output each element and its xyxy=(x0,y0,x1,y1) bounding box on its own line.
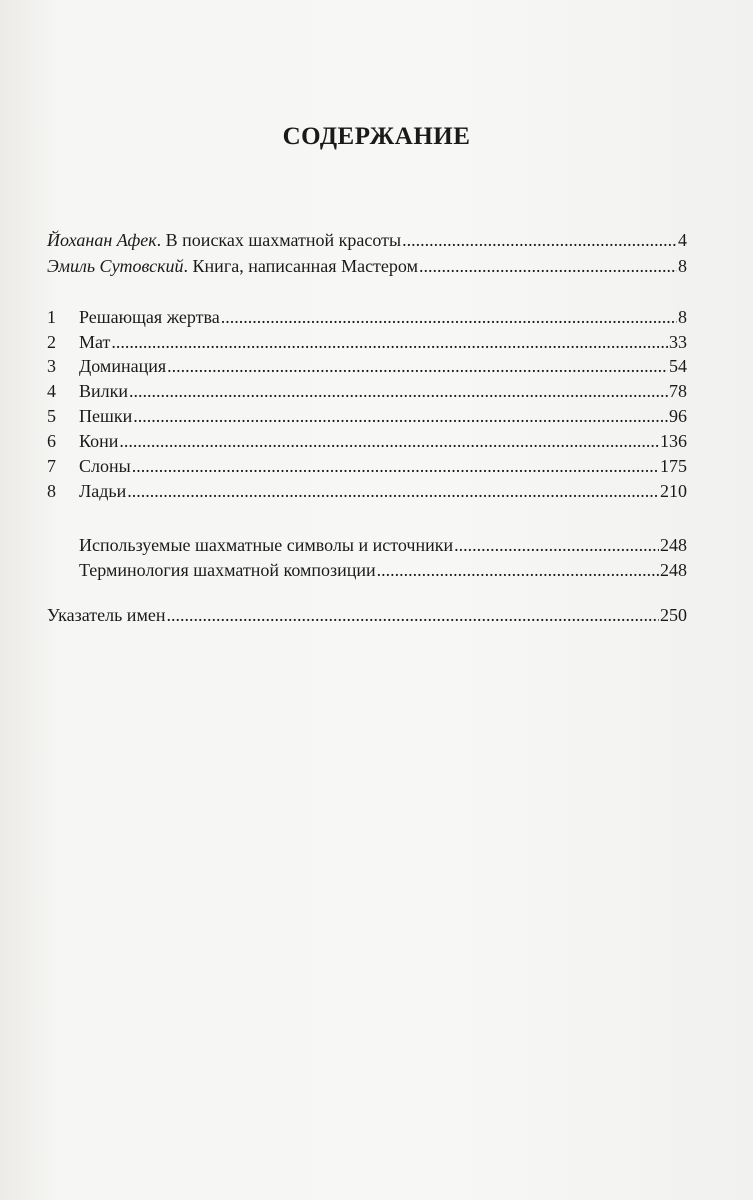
page-number: 4 xyxy=(678,230,687,250)
chapter-number: 6 xyxy=(47,431,56,451)
foreword-author: Йоханан Афек xyxy=(47,230,157,250)
page-number: 248 xyxy=(660,560,687,580)
toc-entry-foreword-afek xyxy=(47,230,687,256)
leader-dots xyxy=(166,605,659,626)
page-number: 250 xyxy=(660,605,687,625)
page-number: 248 xyxy=(660,535,687,555)
chapter-number: 8 xyxy=(47,481,56,501)
chapter-number: 4 xyxy=(47,381,56,401)
chapter-title: Слоны xyxy=(79,456,131,476)
toc-entry-appendix xyxy=(79,535,687,561)
chapter-number: 2 xyxy=(47,332,56,352)
toc-entry-chapter xyxy=(47,406,687,432)
toc-entry-foreword-sutovsky xyxy=(47,256,687,282)
leader-dots xyxy=(419,256,677,277)
foreword-title: . В поисках шахматной красоты xyxy=(156,230,402,250)
toc-entry-chapter xyxy=(47,356,687,382)
page-number: 8 xyxy=(678,307,687,327)
page-number: 175 xyxy=(660,456,687,476)
toc-entry-appendix xyxy=(79,560,687,586)
page-number: 210 xyxy=(660,481,687,501)
chapter-number: 5 xyxy=(47,406,56,426)
chapter-title: Пешки xyxy=(79,406,133,426)
page-number: 8 xyxy=(678,256,687,276)
leader-dots xyxy=(133,406,668,427)
page-number: 136 xyxy=(660,431,687,451)
toc-entry-chapter xyxy=(47,431,687,457)
chapter-title: Решающая жертва xyxy=(79,307,220,327)
chapter-title: Доминация xyxy=(79,356,167,376)
chapter-title: Вилки xyxy=(79,381,128,401)
leader-dots xyxy=(119,431,659,452)
leader-dots xyxy=(377,560,659,581)
page-number: 78 xyxy=(669,381,687,401)
foreword-title: . Книга, написанная Мастером xyxy=(183,256,418,276)
leader-dots xyxy=(454,535,659,556)
page-number: 54 xyxy=(669,356,687,376)
chapter-number: 3 xyxy=(47,356,56,376)
toc-entry-chapter xyxy=(47,481,687,507)
leader-dots xyxy=(132,456,659,477)
page-number: 96 xyxy=(669,406,687,426)
chapter-number: 1 xyxy=(47,307,56,327)
chapter-number: 7 xyxy=(47,456,56,476)
chapter-title: Ладьи xyxy=(79,481,127,501)
index-title: Указатель имен xyxy=(47,605,166,625)
appendix-title: Терминология шахматной композиции xyxy=(79,560,376,580)
toc-entry-chapter xyxy=(47,381,687,407)
leader-dots xyxy=(402,230,677,251)
leader-dots xyxy=(127,481,659,502)
chapter-title: Кони xyxy=(79,431,119,451)
toc-entry-index xyxy=(47,605,687,631)
page-number: 33 xyxy=(669,332,687,352)
toc-entry-chapter xyxy=(47,456,687,482)
foreword-author: Эмиль Сутовский xyxy=(47,256,184,276)
toc-entry-chapter xyxy=(47,332,687,358)
chapter-title: Мат xyxy=(79,332,111,352)
page-title: СОДЕРЖАНИЕ xyxy=(282,123,471,150)
leader-dots xyxy=(167,356,668,377)
leader-dots xyxy=(111,332,668,353)
leader-dots xyxy=(221,307,677,328)
appendix-title: Используемые шахматные символы и источники xyxy=(79,535,454,555)
toc-entry-chapter xyxy=(47,307,687,333)
leader-dots xyxy=(129,381,668,402)
